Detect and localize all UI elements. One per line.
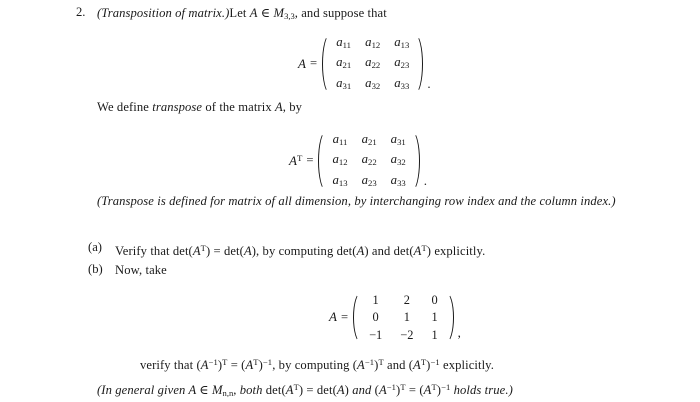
matrix-cell: $a_{11}$: [332, 131, 348, 147]
matrix-cell: $a_{22}$: [361, 152, 377, 168]
matrix-cell: $a_{12}$: [365, 34, 381, 50]
part-b-label: (b): [88, 262, 103, 276]
matrix-numeric-body: [360, 291, 447, 344]
matrix-row: [329, 54, 416, 75]
matrix-cell: $a_{13}$: [394, 34, 410, 50]
intro-matrix-space: M: [273, 6, 285, 20]
problem-intro-line: [97, 5, 387, 25]
matrix-cell: $a_{12}$: [332, 152, 348, 168]
part-b-text: Now, take: [115, 263, 167, 277]
intro-text-2: , and suppose that: [294, 6, 387, 20]
define-text-after: , by: [282, 100, 303, 114]
matrix-cell: 0: [431, 292, 438, 307]
matrix-cell: 2: [403, 292, 410, 307]
intro-variable-a: A: [249, 6, 258, 20]
matrix-cell: $a_{11}$: [336, 34, 351, 50]
define-italic-transpose: transpose: [152, 100, 203, 114]
matrix-cell: 1: [403, 310, 410, 324]
matrix-at-label: $A^T$: [289, 152, 303, 168]
matrix-a-equals: =: [309, 56, 318, 71]
matrix-numeric-trailing-punctuation: ,: [457, 324, 461, 340]
equation-matrix-a-transpose: [289, 130, 427, 192]
transpose-definition-note: (Transpose is defined for matrix of all dimension, by interchanging row index and the column index.): [97, 194, 616, 208]
matrix-cell: $a_{21}$: [336, 55, 352, 71]
matrix-row: [360, 291, 447, 309]
matrix-row: [325, 171, 412, 192]
matrix-a-right-paren: [416, 33, 424, 95]
problem-title: (Transposition of matrix.): [97, 6, 230, 20]
matrix-at-body: [325, 130, 412, 192]
matrix-cell: −2: [400, 327, 414, 342]
matrix-numeric-left-paren: [352, 291, 360, 344]
matrix-at-right-paren: [413, 130, 421, 192]
matrix-cell: $a_{22}$: [365, 55, 381, 71]
matrix-cell: 1: [431, 327, 438, 342]
part-a-label: (a): [88, 240, 102, 254]
matrix-numeric-right-paren: [447, 291, 455, 344]
equation-matrix-a: [298, 33, 431, 95]
matrix-cell: $a_{21}$: [361, 131, 377, 147]
matrix-row: [360, 309, 447, 327]
matrix-a: [321, 33, 424, 95]
matrix-cell: 1: [372, 292, 379, 307]
matrix-row: [329, 33, 416, 54]
matrix-cell: $a_{32}$: [365, 75, 381, 91]
matrix-row: [325, 130, 412, 151]
matrix-numeric-label: A: [329, 309, 337, 325]
define-text-middle: of the matrix: [202, 100, 275, 114]
matrix-a-left-paren: [321, 33, 329, 95]
matrix-a-label: A: [298, 55, 306, 71]
matrix-a-trailing-punctuation: .: [427, 75, 431, 91]
matrix-cell: $a_{23}$: [394, 55, 410, 71]
matrix-cell: $a_{33}$: [394, 75, 410, 91]
matrix-at-equals: =: [306, 153, 314, 168]
define-variable-a: A: [274, 100, 283, 114]
matrix-cell: −1: [369, 327, 383, 342]
equation-matrix-numeric: [329, 291, 461, 344]
intro-text-1: Let: [229, 6, 250, 20]
define-text-before: We define: [97, 100, 153, 114]
matrix-row: [329, 74, 416, 95]
matrix-row: [325, 151, 412, 172]
matrix-cell: 1: [431, 310, 438, 324]
general-case-note: (In general given A ∈ $M_{n,n}$, both $\det(A^T) = \det(A)$ and $(A^{-1})^T = (A^T)^{-1}$ holds true.): [97, 382, 513, 398]
matrix-cell: $a_{31}$: [336, 75, 352, 91]
intro-membership: ∈: [257, 6, 274, 20]
matrix-row: [360, 326, 447, 344]
matrix-numeric-equals: =: [340, 309, 349, 324]
define-transpose-line: [97, 99, 302, 116]
matrix-cell: $a_{23}$: [361, 172, 377, 188]
matrix-cell: $a_{32}$: [390, 152, 406, 168]
verify-inverse-transpose-line: verify that $(A^{-1})^T = (A^T)^{-1}$, by computing $(A^{-1})^T$ and $(A^T)^{-1}$ explicitly.: [140, 357, 495, 372]
part-a-text: Verify that $\det(A^T) = \det(A)$, by computing det(A) and $\det(A^T)$ explicitly.: [115, 243, 486, 258]
intro-matrix-space-subscript: 3,3: [284, 11, 295, 22]
matrix-at-trailing-punctuation: .: [423, 172, 427, 188]
problem-number: 2.: [76, 5, 86, 19]
matrix-numeric: [352, 291, 455, 344]
matrix-a-body: [329, 33, 416, 95]
matrix-a-transpose: [317, 130, 420, 192]
matrix-cell: $a_{31}$: [390, 131, 406, 147]
matrix-cell: 0: [372, 310, 379, 324]
matrix-at-left-paren: [317, 130, 325, 192]
matrix-cell: $a_{33}$: [390, 172, 406, 188]
matrix-cell: $a_{13}$: [332, 172, 348, 188]
